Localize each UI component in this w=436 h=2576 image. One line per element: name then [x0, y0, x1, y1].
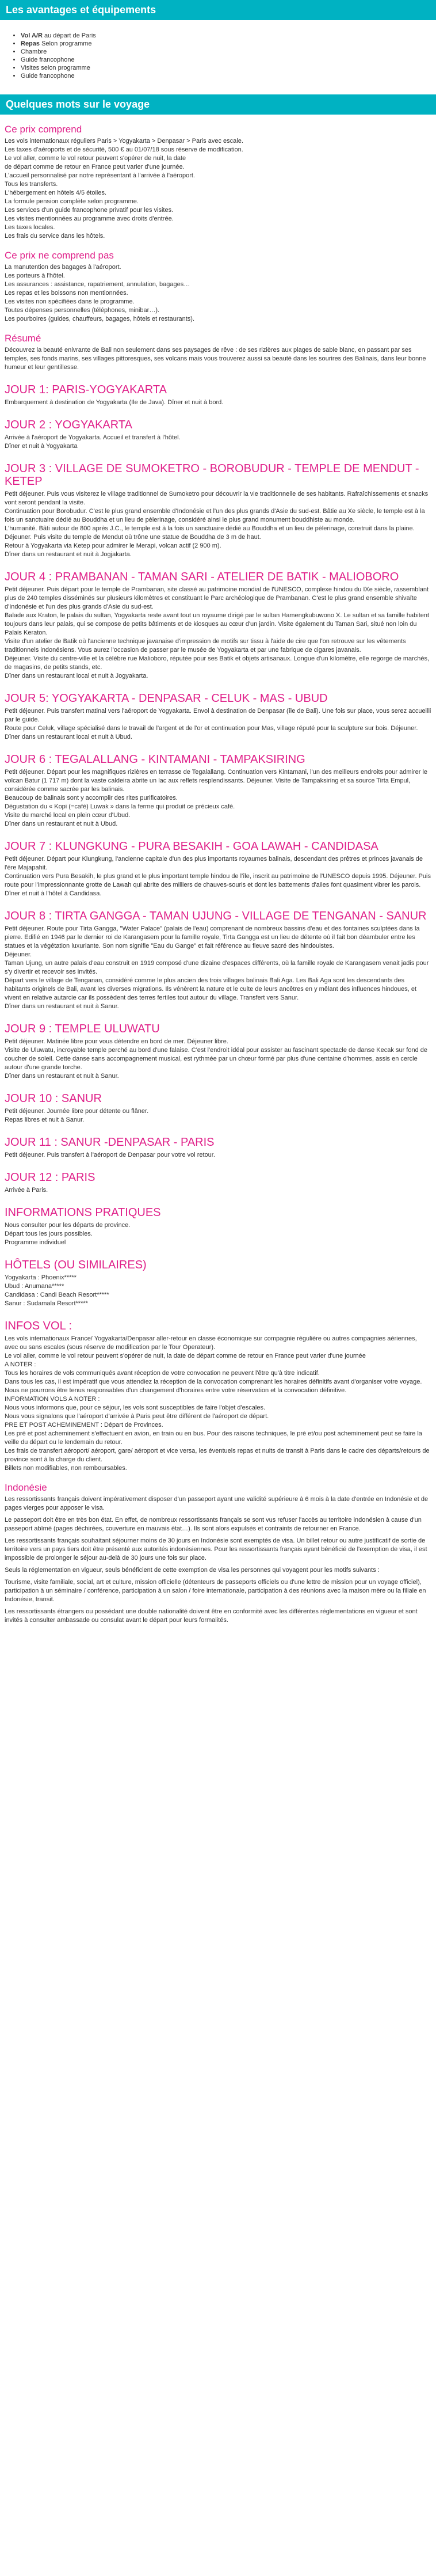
hotel-item: Ubud : Anumana*****: [5, 1283, 64, 1290]
advantage-item: [21, 72, 436, 80]
day-description: [5, 925, 431, 1011]
advantage-item: [21, 56, 436, 64]
day-line: Retour à Yogyakarta via Ketep pour admirer le Merapi, volcan actif (2 900 m).: [5, 542, 221, 549]
includes-item: L'hébergement en hôtels 4/5 étoiles.: [5, 189, 106, 196]
day-description: [5, 1186, 431, 1195]
includes-item: Les taxes locales.: [5, 224, 55, 231]
indonesia-text: [5, 1495, 431, 1625]
day-line: Embarquement à destination de Yogyakarta (Ile de Java). Dîner et nuit à bord.: [5, 399, 224, 406]
day-title: JOUR 2 : YOGYAKARTA: [5, 419, 132, 431]
includes-item: de départ comme de retour en France peut varier d'une journée.: [5, 164, 185, 170]
hotels-title: HÔTELS (OU SIMILAIRES): [5, 1259, 147, 1271]
flight-info-item: Les pré et post acheminement s'effectuent en avion, en train ou en bus. Pour des raisons techniques, le pré et/ou post acheminement peut se faire la veille du départ ou le lendemain du retour.: [5, 1430, 422, 1446]
advantages-header: Les avantages et équipements: [0, 0, 436, 20]
advantage-text: Selon programme: [40, 40, 92, 47]
indonesia-title: Indonésie: [5, 1482, 47, 1493]
day-title: JOUR 9 : TEMPLE ULUWATU: [5, 1023, 160, 1035]
flight-info-item: Tous les horaires de vols communiqués avant réception de votre convocation ne peuvent l'être qu'à titre indicatif.: [5, 1370, 320, 1377]
indonesia-paragraph: Les ressortissants étrangers ou possédant une double nationalité doivent être en conformité avec les différentes réglementations en vigueur et sont invités à consulter ambassade ou consulat avant le départ pour leurs formalités.: [5, 1608, 418, 1624]
day-description: [5, 768, 431, 829]
day-line: Dîner dans un restaurant et nuit à Sanur.: [5, 1003, 119, 1010]
day-description: [5, 434, 431, 451]
excludes-item: Toutes dépenses personnelles (téléphones, minibar…).: [5, 307, 160, 314]
indonesia-paragraph: Tourisme, visite familiale, social, art et culture, mission officielle (détenteurs de passeports officiels ou d'une lettre de mission pour un voyage officiel), participation à un séminaire / conférence, participation à un salon / foire internationale, participation à des réunions avec la maison mère ou la filiale en Indonésie, transit.: [5, 1579, 426, 1603]
day-line: Visite d'un atelier de Batik où l'ancienne technique javanaise d'impression de motifs sur tissu à l'aide de cire que l'on retrouve sur les vêtements traditionnels indonésiens. Vous aurez l'occasion de passer par le musée de Yogyakarta et par une fabrique de cigares javanais.: [5, 638, 406, 654]
includes-list: [5, 137, 431, 241]
day-title: JOUR 4 : PRAMBANAN - TAMAN SARI - ATELIER DE BATIK - MALIOBORO: [5, 571, 399, 583]
day-line: Petit déjeuner. Route pour Tirta Gangga, "Water Palace" (palais de l'eau) comprenant de nombreux bassins d'eau et des fontaines sculptées dans la pierre. Edifié en 1946 par le dernier roi de Karangasem pour la famille royale, Tirta Gangga est un lieu de détente où il fait bon déambuler entre les statues et la végétation luxuriante. Son nom signifie "Eau du Gange" et fait référence au fleuve sacré des hindouistes.: [5, 925, 420, 949]
flight-info-item: Billets non modifiables, non remboursables.: [5, 1465, 127, 1472]
flight-info-item: Dans tous les cas, il est impératif que vous attendiez la réception de la convocation comprenant les horaires définitifs avant d'organiser votre voyage.: [5, 1378, 422, 1385]
indonesia-paragraph: Seuls la réglementation en vigueur, seuls bénéficient de cette exemption de visa les personnes qui voyagent pour les motifs suivants :: [5, 1567, 380, 1574]
flight-info-list: [5, 1335, 431, 1473]
day-line: Déjeuner. Puis visite du temple de Mendut où trône une statue de Bouddha de 3 m de haut.: [5, 534, 261, 541]
day-line: Petit déjeuner. Journée libre pour détente ou flâner.: [5, 1108, 149, 1115]
summary-text: Découvrez la beauté enivrante de Bali non seulement dans ses paysages de rêve : de ses rizières aux plages de sable blanc, en passant par ses temples, ses fonds marins, ses villages pittoresques, ses volcans mais vous trouverez aussi sa beauté dans les sourires des Balinais, dans leur bonne humeur et leur gentillesse.: [5, 347, 426, 371]
day-line: Dîner dans un restaurant local et nuit à Ubud.: [5, 734, 132, 740]
excludes-title: Ce prix ne comprend pas: [5, 250, 114, 261]
day-title: JOUR 3 : VILLAGE DE SUMOKETRO - BOROBUDUR - TEMPLE DE MENDUT - KETEP: [5, 462, 419, 488]
flight-info-item: Nous vous informons que, pour ce séjour, les vols sont susceptibles de faire l'objet d'escales.: [5, 1404, 265, 1411]
day-line: Petit déjeuner. Départ pour les magnifiques rizières en terrasse de Tegalallang. Continuation vers Kintamani, l'un des meilleurs endroits pour admirer le volcan Batur (1 717 m) dont la vaste caldeira abrite un lac aux reflets resplendissants. Déjeuner. Visite de Tampaksiring et sa source Tirta Empul, considérée comme sacrée par les balinais.: [5, 769, 428, 793]
advantage-item: [21, 64, 436, 72]
day-line: Petit déjeuner. Puis transfert matinal vers l'aéroport de Yogyakarta. Envol à destination de Denpasar (île de Bali). Une fois sur place, vous serez accueilli par le guide.: [5, 708, 431, 723]
day-line: Dîner dans un restaurant et nuit à Jogjakarta.: [5, 551, 132, 558]
day-title: JOUR 7 : KLUNGKUNG - PURA BESAKIH - GOA LAWAH - CANDIDASA: [5, 840, 378, 853]
advantage-text: Chambre: [21, 48, 47, 55]
day-line: Petit déjeuner. Puis vous visiterez le village traditionnel de Sumoketro pour découvrir la vie traditionnelle de ses habitants. Rafraîchissements et snacks vont seront pendant la visite.: [5, 491, 429, 506]
day-line: Dîner dans un restaurant local et nuit à Jogyakarta.: [5, 673, 148, 679]
day-description: [5, 398, 431, 407]
day-line: Balade aux Kraton, le palais du sultan, Yogyakarta reste avant tout un royaume dirigé par le sultan Hamengkubuwono X. Le sultan et sa famille habitent toujours dans leur palais, qui se compose de petits bâtiments et de kiosques au cœur d'un jardin. Visite également du Taman Sari, situé non loin du Palais Keraton.: [5, 612, 430, 636]
flight-info-item: Les vols internationaux France/ Yogyakarta/Denpasar aller-retour en classe économique sur compagnie régulière ou autres compagnies aériennes, avec ou sans escales (sous réserve de modification par le Tour Operateur).: [5, 1335, 417, 1351]
day-line: Route pour Celuk, village spécialisé dans le travail de l'argent et de l'or et continuation pour Mas, village réputé pour la sculpture sur bois. Déjeuner.: [5, 725, 418, 732]
hotels-list: [5, 1274, 431, 1308]
flight-info-item: Le vol aller, comme le vol retour peuvent s'opérer de nuit, la date de départ comme de retour en France peut varier d'une journée: [5, 1352, 366, 1359]
advantage-text: Guide francophone: [21, 56, 75, 63]
day-line: Petit déjeuner. Départ pour Klungkung, l'ancienne capitale d'un des plus importants royaumes balinais, descendant des prêtres et princes javanais de l'ère Majapahit.: [5, 856, 423, 871]
day-title: JOUR 10 : SANUR: [5, 1092, 102, 1105]
day-title: JOUR 8 : TIRTA GANGGA - TAMAN UJUNG - VILLAGE DE TENGANAN - SANUR: [5, 910, 427, 922]
advantage-text: Guide francophone: [21, 73, 75, 79]
day-line: Dîner dans un restaurant et nuit à Sanur.: [5, 1073, 119, 1080]
day-line: Continuation pour Borobudur. C'est le plus grand ensemble d'Indonésie et l'un des plus grands d'Asie du sud-est. Bâtie au Xe siècle, le temple est à la fois un sanctuaire dédié au Bouddha et un lieu de pèlerinage, considéré ainsi le plus grand monument bouddhiste au monde.: [5, 508, 425, 523]
summary-title: Résumé: [5, 333, 41, 344]
advantage-item: [21, 40, 436, 48]
practical-item: Programme individuel: [5, 1239, 66, 1246]
day-title: JOUR 6 : TEGALALLANG - KINTAMANI - TAMPAKSIRING: [5, 753, 305, 766]
day-line: Visite de Uluwatu, incroyable temple perché au bord d'une falaise. C'est l'endroit idéal pour assister au fascinant spectacle de danse Kecak sur fond de coucher de soleil. Cette danse sans accompagnement musical, est rythmée par un chœur formé par plus d'une centaine d'hommes, assis en cercle autour d'une grande torche.: [5, 1047, 427, 1071]
day-line: Continuation vers Pura Besakih, le plus grand et le plus important temple hindou de l'île, inscrit au patrimoine de l'UNESCO depuis 1995. Déjeuner. Puis route pour l'impressionnante grotte de Lawah qui abrite des milliers de chauves-souris et dont les battements d'ailes font quasiment vibrer les parois.: [5, 873, 431, 888]
day-description: [5, 855, 431, 898]
includes-title: Ce prix comprend: [5, 124, 82, 135]
day-description: [5, 707, 431, 742]
day-line: Déjeuner.: [5, 951, 32, 958]
indonesia-paragraph: Les ressortissants français doivent impérativement disposer d'un passeport ayant une validité supérieure à 6 mois à la date d'entrée en Indonésie et de pages vierges pour apposer le visa.: [5, 1496, 429, 1511]
day-line: Petit déjeuner. Matinée libre pour vous détendre en bord de mer. Déjeuner libre.: [5, 1038, 228, 1045]
day-line: Petit déjeuner. Puis départ pour le temple de Prambanan, site classé au patrimoine mondial de l'UNESCO, complexe hindou du IXe siècle, rassemblant plus de 240 temples disséminés sur plusieurs kilomètres et constituant le Parc archéologique de Prambanan. C'est le plus grand ensemble shivaïte d'Indonésie et l'un des plus grands d'Asie du sud-est.: [5, 586, 429, 610]
advantage-text: au départ de Paris: [42, 32, 96, 39]
practical-title: INFORMATIONS PRATIQUES: [5, 1206, 161, 1219]
advantage-text: Visites selon programme: [21, 64, 90, 71]
advantage-label: Repas: [21, 40, 40, 47]
includes-item: Tous les transferts.: [5, 181, 58, 188]
excludes-item: Les visites non spécifiées dans le programme.: [5, 298, 135, 305]
includes-item: L'accueil personnalisé par notre représentant à l'arrivée à l'aéroport.: [5, 172, 195, 179]
advantage-item: [21, 48, 436, 56]
flight-info-item: PRE ET POST ACHEMINEMENT : Départ de Provinces.: [5, 1422, 163, 1428]
hotel-item: Sanur : Sudamala Resort*****: [5, 1300, 88, 1307]
day-description: [5, 1107, 431, 1124]
flight-info-item: Nous vous signalons que l'aéroport d'arrivée à Paris peut être différent de l'aéroport de départ.: [5, 1413, 269, 1420]
flight-info-item: INFORMATION VOLS A NOTER :: [5, 1396, 100, 1403]
travel-words-header: Quelques mots sur le voyage: [0, 94, 436, 115]
includes-item: Les visites mentionnées au programme avec droits d'entrée.: [5, 215, 174, 222]
excludes-item: Les assurances : assistance, rapatriement, annulation, bagages…: [5, 281, 190, 288]
day-line: Dîner et nuit à l'hôtel à Candidasa.: [5, 890, 102, 897]
flight-info-item: A NOTER :: [5, 1361, 36, 1368]
advantages-list: [0, 32, 436, 80]
advantage-label: Vol A/R: [21, 32, 43, 39]
day-description: [5, 490, 431, 559]
advantage-item: [21, 32, 436, 40]
day-line: Repas libres et nuit à Sanur.: [5, 1116, 85, 1123]
day-line: Taman Ujung, un autre palais d'eau construit en 1919 composé d'une dizaine d'espaces différents, où la famille royale de Karangasem venait jadis pour s'y divertir et recevoir ses invités.: [5, 960, 429, 975]
day-line: Déjeuner. Visite du centre-ville et la célèbre rue Malioboro, réputée pour ses Batik et objets artisanaux. Longue d'un kilomètre, elle regorge de marchés, de magasins, de petits stands, etc.: [5, 655, 430, 671]
excludes-item: Les repas et les boissons non mentionnées.: [5, 290, 128, 297]
includes-item: Les vols internationaux réguliers Paris > Yogyakarta > Denpasar > Paris avec escale.: [5, 138, 243, 145]
includes-item: Le vol aller, comme le vol retour peuvent s'opérer de nuit, la date: [5, 155, 186, 162]
includes-item: La formule pension complète selon programme.: [5, 198, 139, 205]
content: [0, 124, 436, 1625]
day-description: [5, 1038, 431, 1081]
day-line: Arrivée à Paris.: [5, 1187, 48, 1194]
hotel-item: Candidasa : Candi Beach Resort*****: [5, 1291, 109, 1298]
practical-item: Départ tous les jours possibles.: [5, 1230, 93, 1237]
day-line: Beaucoup de balinais sont y accomplir des rites purificatoires.: [5, 795, 178, 801]
includes-item: Les taxes d'aéroports et de sécurité, 500 € au 01/07/18 sous réserve de modification.: [5, 146, 243, 153]
flight-info-item: Nous ne pourrons être tenus responsables d'un changement d'horaires entre votre réservation et la convocation définitive.: [5, 1387, 347, 1394]
day-line: Dîner et nuit à Yogyakarta: [5, 443, 78, 450]
day-title: JOUR 12 : PARIS: [5, 1171, 95, 1184]
day-description: [5, 586, 431, 681]
flight-info-title: INFOS VOL :: [5, 1320, 72, 1332]
day-line: Arrivée à l'aéroport de Yogyakarta. Accueil et transfert à l'hôtel.: [5, 434, 181, 441]
excludes-item: Les porteurs à l'hôtel.: [5, 272, 65, 279]
day-title: JOUR 1: PARIS-YOGYAKARTA: [5, 383, 167, 396]
hotel-item: Yogyakarta : Phoenix*****: [5, 1274, 77, 1281]
excludes-list: [5, 263, 431, 324]
day-line: Dîner dans un restaurant et nuit à Ubud.: [5, 820, 118, 827]
practical-item: Nous consulter pour les départs de province.: [5, 1222, 131, 1229]
flight-info-item: Les frais de transfert aéroport/ aéroport, gare/ aéroport et vice versa, les éventuels repas et nuits de transit à Paris dans le cadre des départs/retours de province sont à la charge du client.: [5, 1447, 430, 1463]
includes-item: Les services d'un guide francophone privatif pour les visites.: [5, 207, 174, 214]
includes-item: Les frais du service dans les hôtels.: [5, 233, 105, 240]
indonesia-paragraph: Les ressortissants français souhaitant séjourner moins de 30 jours en Indonésie sont exemptés de visa. Un billet retour ou autre justificatif de sortie de territoire vers un pays tiers doit être présenté aux autorités indonésiennes. Pour les ressortissants français ayant bénéficié de l'exemption de visa, il est impossible de prolonger le séjour au-delà de 30 jours une fois sur place.: [5, 1537, 427, 1561]
indonesia-paragraph: Le passeport doit être en très bon état. En effet, de nombreux ressortissants français se sont vus refuser l'accès au territoire indonésien à cause d'un passeport abîmé (pages déchirées, couverture en mauvais état…). Ils sont alors expulsés et contraints de retourner en France.: [5, 1517, 422, 1532]
day-title: JOUR 5: YOGYAKARTA - DENPASAR - CELUK - MAS - UBUD: [5, 692, 328, 705]
excludes-item: La manutention des bagages à l'aéroport.: [5, 264, 121, 271]
day-line: Visite du marché local en plein cœur d'Ubud.: [5, 812, 131, 819]
day-description: [5, 1151, 431, 1160]
excludes-item: Les pourboires (guides, chauffeurs, bagages, hôtels et restaurants).: [5, 316, 194, 322]
day-line: Dégustation du « Kopi (=café) Luwak » dans la ferme qui produit ce précieux café.: [5, 803, 235, 810]
practical-list: [5, 1221, 431, 1247]
day-line: L'humanité. Bâti autour de 800 après J.C., le temple est à la fois un sanctuaire dédié au Bouddha et un lieu de pèlerinage, construit dans la plaine.: [5, 525, 415, 532]
day-title: JOUR 11 : SANUR -DENPASAR - PARIS: [5, 1136, 215, 1149]
itinerary: [5, 383, 431, 1195]
day-line: Petit déjeuner. Puis transfert à l'aéroport de Denpasar pour votre vol retour.: [5, 1152, 215, 1158]
day-line: Départ vers le village de Tenganan, considéré comme le plus ancien des trois villages balinais Bali Aga. Les Bali Aga sont les descendants des habitants originels de Bali, avant les diverses migrations. Ils vénèrent la nature et le culte de leurs ancêtres en y mêlant des influences hindoues, et vivent en relative autarcie car ils possèdent des terres fertiles tout autour du village. Transfert vers Sanur.: [5, 977, 417, 1001]
